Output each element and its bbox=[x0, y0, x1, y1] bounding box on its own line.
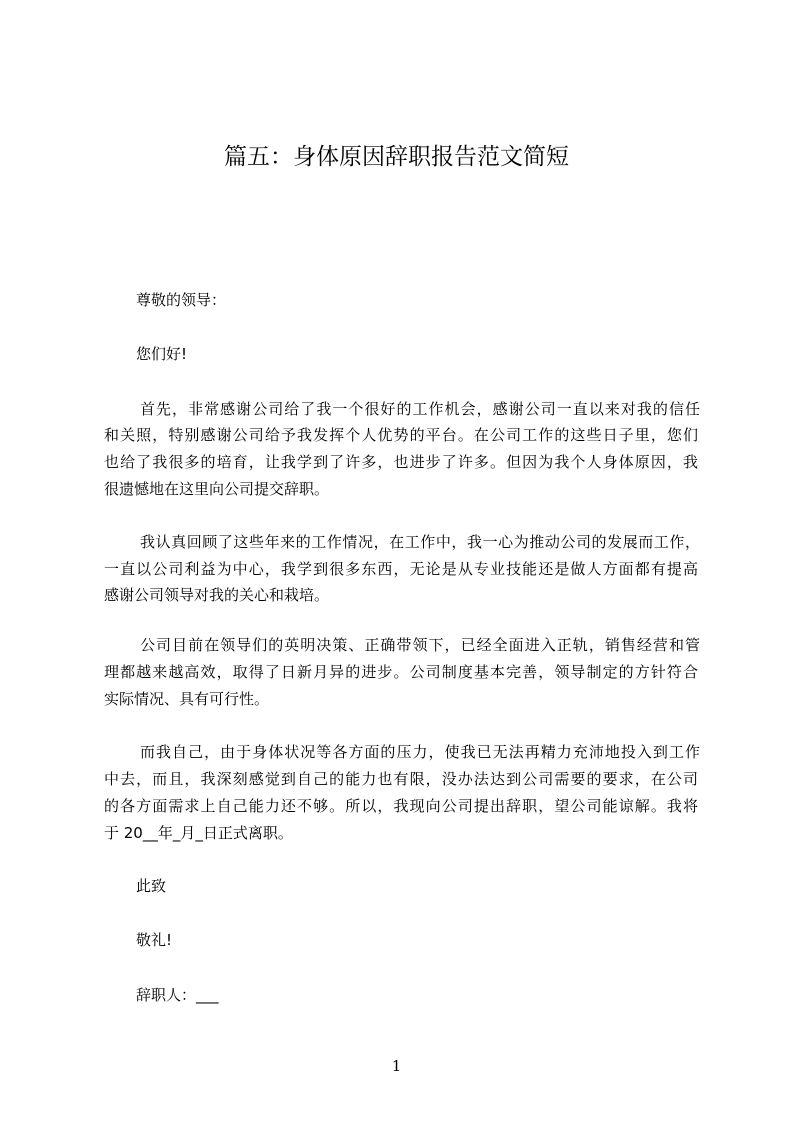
paragraph-1-line: 首先，非常感谢公司给了我一个很好的工作机会，感谢公司一直以来对我的信任 bbox=[140, 400, 700, 418]
paragraph-2-line: 我认真回顾了这些年来的工作情况，在工作中，我一心为推动公司的发展而工作， bbox=[140, 533, 700, 551]
paragraph-4-line: 中去，而且，我深刻感觉到自己的能力也有限，没办法达到公司需要的要求，在公司 bbox=[104, 770, 698, 788]
greeting: 尊敬的领导： bbox=[136, 291, 227, 309]
paragraph-4-line: 于 20__年_月_日正式离职。 bbox=[104, 824, 293, 842]
paragraph-3-line: 实际情况、具有可行性。 bbox=[104, 690, 270, 708]
paragraph-2-line: 感谢公司领导对我的关心和栽培。 bbox=[104, 586, 330, 604]
paragraph-1-line: 和关照，特别感谢公司给予我发挥个人优势的平台。在公司工作的这些日子里，您们 bbox=[104, 426, 698, 444]
signature-line: 辞职人：___ bbox=[136, 986, 219, 1004]
paragraph-2-line: 一直以公司利益为中心，我学到很多东西，无论是从专业技能还是做人方面都有提高 bbox=[104, 560, 698, 578]
paragraph-3-line: 公司目前在领导们的英明决策、正确带领下，已经全面进入正轨，销售经营和管 bbox=[140, 636, 700, 654]
closing-jingli: 敬礼! bbox=[136, 931, 173, 949]
document-title: 篇五：身体原因辞职报告范文简短 bbox=[224, 144, 569, 170]
closing-cizhi: 此致 bbox=[136, 877, 167, 895]
hello-line: 您们好! bbox=[136, 345, 188, 363]
paragraph-1-line: 很遗憾地在这里向公司提交辞职。 bbox=[104, 480, 330, 498]
page-number: 1 bbox=[391, 1057, 402, 1075]
paragraph-3-line: 理都越来越高效，取得了日新月异的进步。公司制度基本完善，领导制定的方针符合 bbox=[104, 663, 698, 681]
paragraph-1-line: 也给了我很多的培育，让我学到了许多，也进步了许多。但因为我个人身体原因，我 bbox=[104, 453, 698, 471]
paragraph-4-line: 而我自己，由于身体状况等各方面的压力，使我已无法再精力充沛地投入到工作 bbox=[140, 743, 700, 761]
paragraph-4-line: 的各方面需求上自己能力还不够。所以，我现向公司提出辞职，望公司能谅解。我将 bbox=[104, 797, 698, 815]
